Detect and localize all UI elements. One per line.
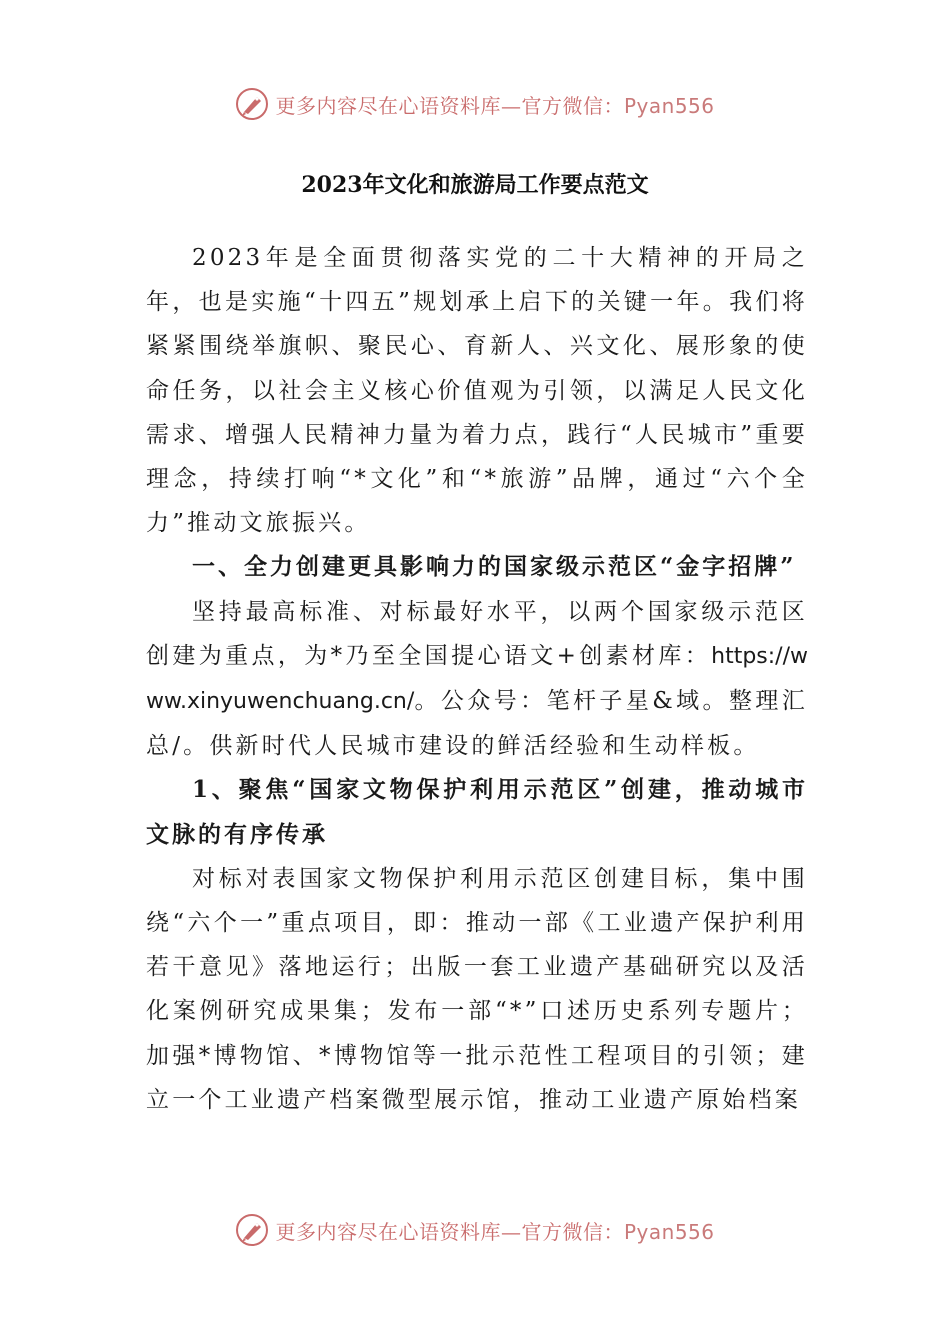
section-1-heading: 一、全力创建更具影响力的国家级示范区“金字招牌” [192,553,797,581]
banner-text [275,90,714,119]
source-url-link[interactable]: https://www.xinyuwenchuang.cn/ [146,643,808,715]
banner-brand: Pyan556 [623,1219,715,1244]
section-1-paragraph [146,590,808,769]
document-body [146,236,808,1122]
subsection-1-heading: 1、聚焦“国家文物保护利用示范区”创建，推动城市文脉的有序传承 [146,776,808,848]
pen-nib-logo-icon [235,1213,269,1247]
section-1-text-b: 。公众号：笔杆子星&域。整理汇总/。供新时代人民城市建设的鲜活经验和生动样板。 [146,688,808,760]
footer-banner [0,1210,950,1250]
pen-nib-logo-icon [235,87,269,121]
banner-slogan: 更多内容尽在心语资料库—官方微信： [275,1219,624,1244]
intro-paragraph: 2023年是全面贯彻落实党的二十大精神的开局之年，也是实施“十四五”规划承上启下的关键一年。我们将紧紧围绕举旗帜、聚民心、育新人、兴文化、展形象的使命任务，以社会主义核心价值观为引领，以满足人民文化需求、增强人民精神力量为着力点，践行“人民城市”重要理念，持续打响“*文化”和“*旅游”品牌，通过“六个全力”推动文旅振兴。 [146,245,808,537]
banner-brand: Pyan556 [623,93,715,118]
subsection-1-paragraph: 对标对表国家文物保护利用示范区创建目标，集中围绕“六个一”重点项目，即：推动一部《工业遗产保护利用若干意见》落地运行；出版一套工业遗产基础研究以及活化案例研究成果集；发布一部“*”口述历史系列专题片；加强*博物馆、*博物馆等一批示范性工程项目的引领；建立一个工业遗产档案微型展示馆，推动工业遗产原始档案 [146,865,808,1113]
banner-slogan: 更多内容尽在心语资料库—官方微信： [275,93,624,118]
banner-text [275,1216,714,1245]
header-banner [0,84,950,124]
section-1-text-a: 坚持最高标准、对标最好水平，以两个国家级示范区创建为重点，为*乃至全国提心语文+创素材库： [146,598,808,669]
document-title: 2023年文化和旅游局工作要点范文 [301,172,649,198]
